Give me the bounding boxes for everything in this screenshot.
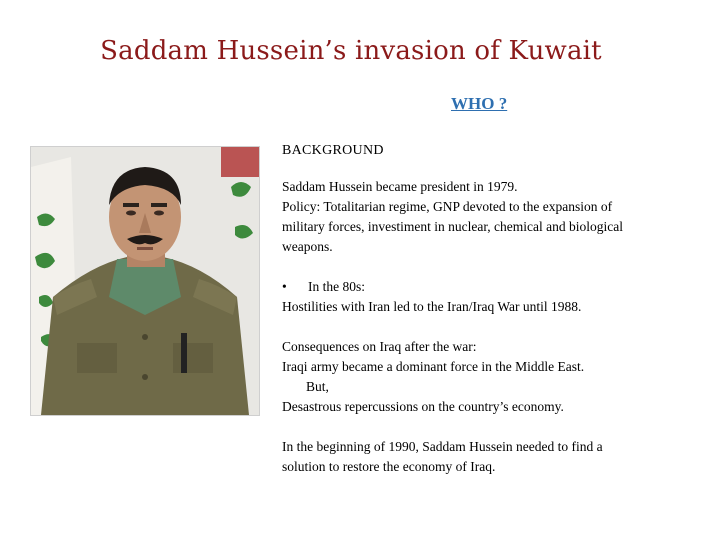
bullet-detail: Hostilities with Iran led to the Iran/Iraq War until 1988. xyxy=(282,299,582,314)
slide-title: Saddam Hussein’s invasion of Kuwait xyxy=(100,36,602,66)
body-text xyxy=(282,141,692,477)
para1-line: Policy: Totalitarian regime, GNP devoted to the expansion of xyxy=(282,199,613,214)
para2-line: Desastrous repercussions on the country’s economy. xyxy=(282,399,564,414)
para1-line: weapons. xyxy=(282,239,333,254)
para2-line: Consequences on Iraq after the war: xyxy=(282,339,477,354)
para3-line: In the beginning of 1990, Saddam Hussein needed to find a xyxy=(282,439,603,454)
who-link[interactable]: WHO ? xyxy=(451,94,508,113)
bullet-item xyxy=(282,277,692,297)
para1-line: military forces, investiment in nuclear, chemical and biological xyxy=(282,219,623,234)
para2-line: But, xyxy=(306,379,329,394)
para3-line: solution to restore the economy of Iraq. xyxy=(282,459,496,474)
section-heading: BACKGROUND xyxy=(282,143,384,158)
para1-line: Saddam Hussein became president in 1979. xyxy=(282,179,518,194)
portrait-image xyxy=(31,147,259,415)
bullet-text: In the 80s: xyxy=(308,279,365,294)
para2-line: Iraqi army became a dominant force in the Middle East. xyxy=(282,359,585,374)
portrait-photo xyxy=(30,146,260,416)
bullet-icon: • xyxy=(282,279,287,294)
